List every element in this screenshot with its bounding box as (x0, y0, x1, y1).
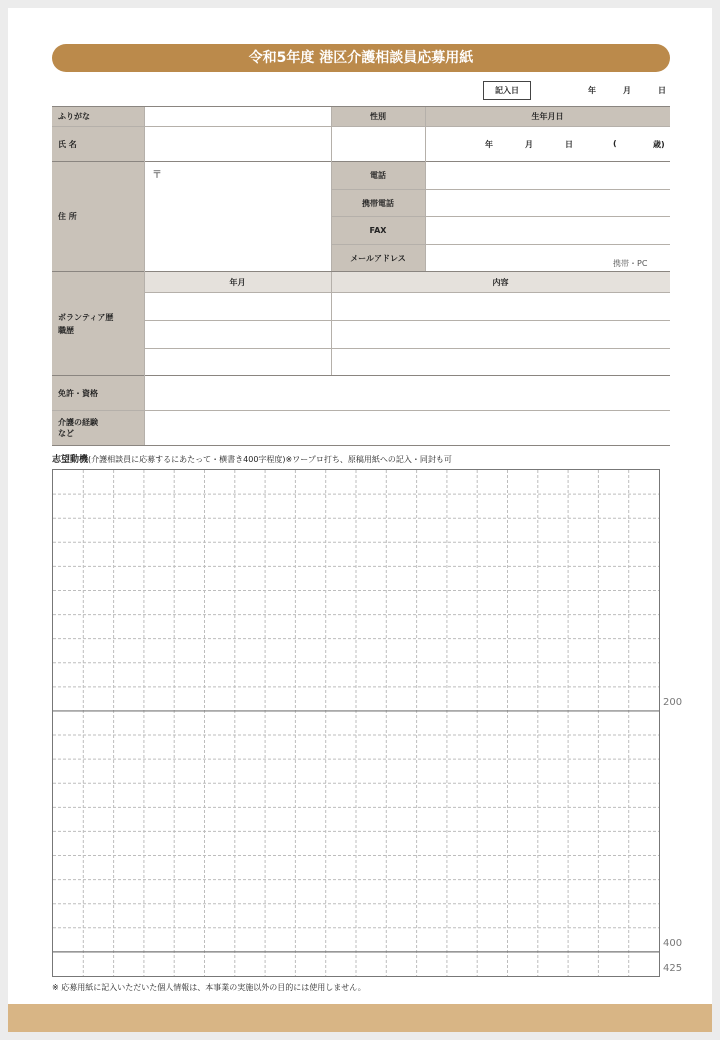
furigana-input[interactable] (144, 107, 331, 126)
entry-date-label: 記入日 (483, 81, 531, 100)
volunteer-history-label: ボランティア歴 職歴 (52, 272, 144, 375)
age-open-label: ( (613, 139, 617, 148)
address-input[interactable] (144, 162, 331, 271)
entry-date-row (8, 80, 712, 100)
license-label: 免許・資格 (52, 376, 144, 410)
phone-label: 電話 (331, 162, 425, 189)
mobile-input[interactable] (425, 190, 670, 216)
manuscript-grid[interactable] (52, 469, 660, 977)
form-title: 令和5年度 港区介護相談員応募用紙 (52, 44, 670, 72)
furigana-label: ふりがな (52, 107, 144, 126)
age-close-label: 歳) (653, 140, 665, 149)
birth-year-label: 年 (485, 140, 493, 149)
fax-input[interactable] (425, 217, 670, 244)
motivation-note: (介護相談員に応募するにあたって・横書き400字程度)※ワープロ打ち、原稿用紙への記入・同封も可 (88, 455, 452, 464)
gender-input[interactable] (331, 127, 425, 161)
grid-count-400: 400 (663, 938, 683, 949)
email-note: 携帯・PC (613, 259, 648, 268)
birth-day-label: 日 (565, 140, 573, 149)
postal-mark: 〒 (152, 170, 162, 181)
birth-month-label: 月 (525, 140, 533, 149)
phone-input[interactable] (425, 162, 670, 189)
birthdate-input[interactable] (425, 127, 670, 161)
volunteer-row-3[interactable] (144, 349, 670, 375)
care-experience-input[interactable] (144, 411, 670, 445)
motivation-heading (52, 452, 692, 466)
motivation-label: 志望動機 (52, 455, 89, 465)
volunteer-date-header: 年月 (144, 272, 331, 292)
volunteer-row-2[interactable] (144, 321, 670, 348)
name-label: 氏 名 (52, 127, 144, 161)
birthdate-label: 生年月日 (425, 107, 670, 126)
gender-label: 性別 (331, 107, 425, 126)
footer-bar (8, 1004, 712, 1032)
grid-count-425: 425 (663, 963, 683, 974)
grid-count-200: 200 (663, 697, 683, 708)
entry-year-label: 年 (588, 86, 596, 95)
mobile-label: 携帯電話 (331, 190, 425, 216)
volunteer-content-header: 内容 (331, 272, 670, 292)
license-input[interactable] (144, 376, 670, 410)
entry-month-label: 月 (623, 86, 631, 95)
address-label: 住 所 (52, 162, 144, 271)
care-experience-label: 介護の経験 など (52, 411, 144, 445)
name-input[interactable] (144, 127, 331, 161)
privacy-notice: ※ 応募用紙に記入いただいた個人情報は、本事業の実施以外の目的には使用しません。 (52, 983, 366, 992)
application-form-page (8, 8, 712, 1032)
email-label: メールアドレス (331, 245, 425, 271)
volunteer-row-1[interactable] (144, 293, 670, 320)
entry-day-label: 日 (658, 86, 666, 95)
fax-label: FAX (331, 217, 425, 244)
email-input[interactable] (425, 245, 670, 271)
grid-lines (53, 470, 659, 976)
